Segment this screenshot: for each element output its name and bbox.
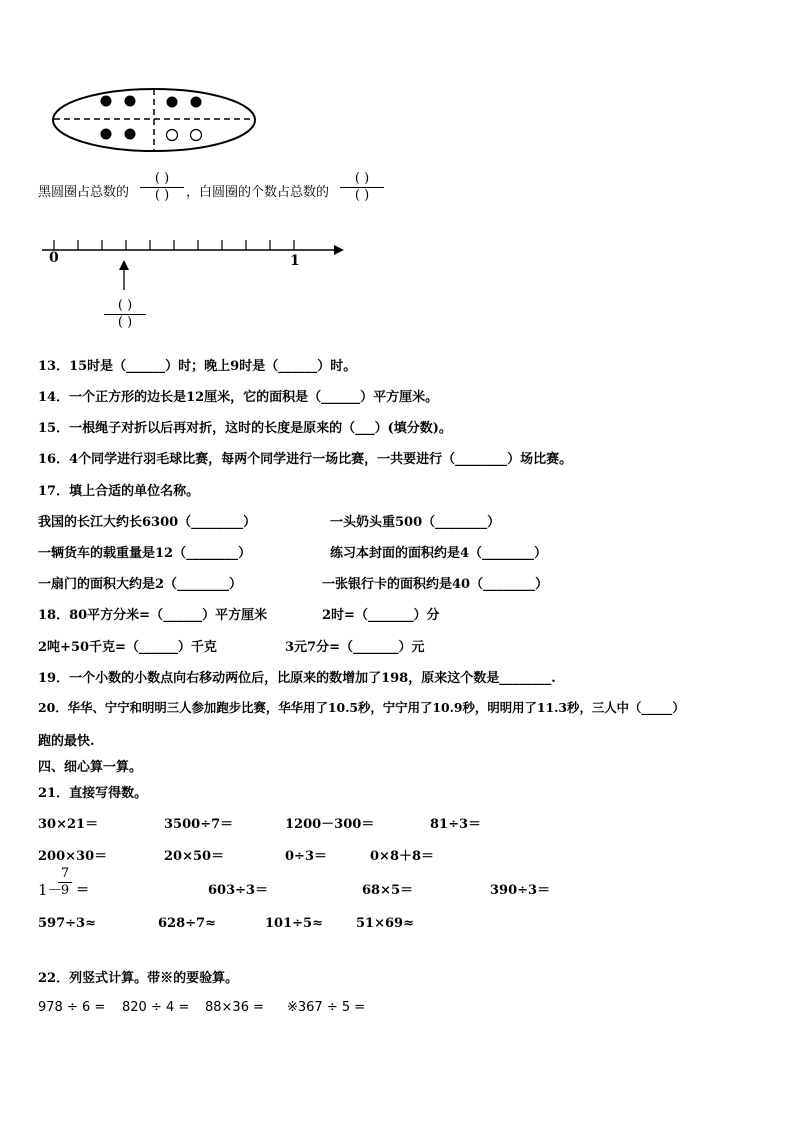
fraction-blank-black — [140, 171, 184, 204]
calc-item: 0×8＋8＝ — [370, 849, 435, 864]
black-dot — [125, 129, 136, 140]
calc-item: 30×21＝ — [38, 817, 99, 832]
question-17-item: 我国的长江大约长6300（________） — [38, 515, 257, 530]
question-22: 22．列竖式计算。带※的要验算。 — [38, 971, 239, 986]
vertical-calc-item: 820 ÷ 4 = — [122, 1000, 190, 1015]
fraction-blank-white — [340, 171, 384, 204]
question-19: 19．一个小数的小数点向右移动两位后，比原来的数增加了198，原来这个数是________. — [38, 671, 556, 686]
black-dot — [125, 96, 136, 107]
calc-item: 1200－300＝ — [285, 817, 375, 832]
black-dot — [101, 129, 112, 140]
question-18-item: 3元7分=（_______）元 — [285, 640, 425, 655]
fraction-denominator: 9 — [60, 883, 70, 898]
number-line-arrowhead — [334, 245, 344, 255]
vertical-calc-item: 88×36 = — [205, 1000, 265, 1015]
question-14: 14．一个正方形的边长是12厘米，它的面积是（______）平方厘米。 — [38, 390, 439, 405]
number-line-ticks — [54, 240, 294, 250]
question-18-item: 2时=（_______）分 — [322, 608, 440, 623]
question-17-item: 一扇门的面积大约是2（________） — [38, 577, 243, 592]
number-line — [38, 232, 348, 290]
caption-white-circles: ，白圆圈的个数占总数的 — [186, 185, 330, 200]
fraction-blank-pointer — [104, 298, 146, 331]
calc-item: 51×69≈ — [356, 916, 414, 931]
caption-black-circles: 黑圆圈占总数的 — [38, 185, 130, 200]
question-20-continued: 跑的最快. — [38, 734, 95, 749]
pointer-arrowhead — [119, 260, 129, 270]
fraction-numerator: ( ) — [354, 171, 370, 186]
number-line-label-1: 1 — [290, 253, 300, 269]
calc-equals: ＝ — [76, 883, 90, 898]
calc-item: 597÷3≈ — [38, 916, 96, 931]
black-dot — [167, 97, 178, 108]
question-17: 17．填上合适的单位名称。 — [38, 484, 200, 499]
white-dot — [191, 130, 202, 141]
fraction-denominator: ( ) — [154, 188, 170, 203]
calc-item: 68×5＝ — [362, 883, 414, 898]
question-17-item: 一张银行卡的面积约是40（________） — [322, 577, 549, 592]
question-15: 15．一根绳子对折以后再对折，这时的长度是原来的（___）(填分数)。 — [38, 421, 452, 436]
fraction-denominator: ( ) — [354, 188, 370, 203]
calc-item: 0÷3＝ — [285, 849, 327, 864]
question-17-item: 一辆货车的载重量是12（________） — [38, 546, 252, 561]
calc-item: 390÷3＝ — [490, 883, 551, 898]
calc-item: 200×30＝ — [38, 849, 108, 864]
calc-item: 81÷3＝ — [430, 817, 482, 832]
calc-item: 20×50＝ — [164, 849, 225, 864]
dots-ellipse-figure — [50, 86, 258, 154]
question-16: 16．4个同学进行羽毛球比赛，每两个同学进行一场比赛，一共要进行（________）场比赛。 — [38, 452, 573, 467]
section-four-heading: 四、细心算一算。 — [38, 760, 143, 775]
question-18-item: 2吨+50千克=（______）千克 — [38, 640, 217, 655]
calc-item: 628÷7≈ — [158, 916, 216, 931]
calc-item: 3500÷7＝ — [164, 817, 234, 832]
calc-whole-part: 1－ — [38, 881, 63, 899]
vertical-calc-item: 978 ÷ 6 = — [38, 1000, 106, 1015]
question-17-item: 一头奶头重500（________） — [330, 515, 501, 530]
fraction-numerator: 7 — [60, 866, 70, 881]
question-18-item: 18．80平方分米=（______）平方厘米 — [38, 608, 268, 623]
fraction-numerator: ( ) — [154, 171, 170, 186]
calc-fraction — [58, 866, 72, 899]
calc-item: 101÷5≈ — [265, 916, 323, 931]
question-20: 20．华华、宁宁和明明三人参加跑步比赛，华华用了10.5秒，宁宁用了10.9秒，明明用了11.3秒，三人中（_____） — [38, 700, 685, 715]
question-21: 21．直接写得数。 — [38, 786, 148, 801]
calc-item: 603÷3＝ — [208, 883, 269, 898]
question-17-item: 练习本封面的面积约是4（________） — [330, 546, 548, 561]
vertical-calc-item: ※367 ÷ 5 = — [287, 1000, 366, 1015]
black-dot — [191, 97, 202, 108]
fraction-numerator: ( ) — [117, 298, 133, 313]
fraction-denominator: ( ) — [117, 315, 133, 330]
question-13: 13．15时是（______）时；晚上9时是（______）时。 — [38, 359, 357, 374]
number-line-label-0: 0 — [49, 250, 59, 266]
black-dot — [101, 96, 112, 107]
white-dot — [167, 130, 178, 141]
